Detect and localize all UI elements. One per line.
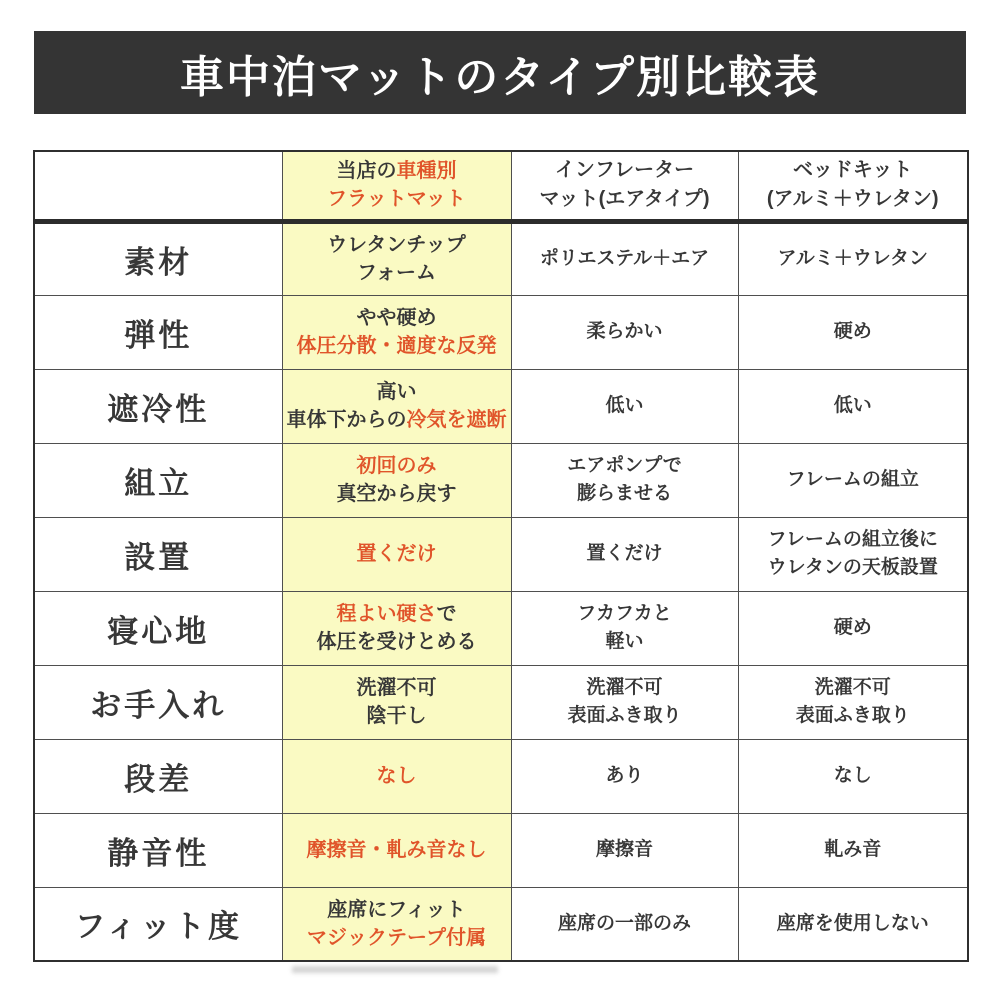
cell-line — [516, 628, 734, 656]
cell-text-accent: なし — [376, 765, 417, 787]
cell-line — [287, 674, 507, 702]
cell-text: 体圧を受けとめる — [316, 631, 477, 653]
cell-text: 洗濯不可 — [586, 677, 663, 699]
inflator-cell — [511, 591, 738, 665]
cell-text: やや硬め — [356, 307, 437, 329]
cell-line — [287, 157, 507, 185]
cell-text: 柔らかい — [586, 321, 663, 343]
cell-line — [287, 406, 507, 434]
table-row — [34, 665, 968, 739]
header-row — [34, 151, 968, 221]
cell-line — [743, 526, 964, 554]
table-row — [34, 813, 968, 887]
table-row — [34, 739, 968, 813]
cell-line — [516, 185, 734, 214]
cell-text: 置くだけ — [586, 543, 663, 565]
featured-cell — [282, 665, 511, 739]
cell-line — [287, 231, 507, 259]
cell-line — [743, 762, 964, 790]
cell-line — [287, 480, 507, 508]
table-row — [34, 887, 968, 961]
row-label: 素材 — [34, 221, 282, 295]
featured-cell — [282, 887, 511, 961]
bedkit-cell — [738, 591, 968, 665]
cell-line — [287, 762, 507, 790]
comparison-table — [33, 150, 969, 962]
cell-line — [516, 600, 734, 628]
cell-line — [516, 762, 734, 790]
inflator-cell — [511, 443, 738, 517]
cell-text: 低い — [605, 395, 644, 417]
cell-text-accent: 冷気を遮断 — [406, 409, 507, 431]
cell-text: ベッドキット — [792, 159, 913, 182]
cell-line — [287, 185, 507, 213]
featured-cell — [282, 739, 511, 813]
inflator-cell — [511, 665, 738, 739]
cell-line — [743, 702, 964, 730]
row-label: 段差 — [34, 739, 282, 813]
bedkit-cell — [738, 739, 968, 813]
inflator-cell — [511, 739, 738, 813]
cell-text: 座席を使用しない — [776, 912, 929, 934]
cell-text: 座席にフィット — [327, 898, 466, 921]
featured-cell — [282, 591, 511, 665]
cell-text: 軋み音 — [824, 839, 882, 861]
table-row — [34, 591, 968, 665]
cell-text: フレームの組立後に — [767, 529, 938, 551]
cell-line — [516, 156, 734, 185]
cell-line — [287, 378, 507, 406]
cell-text: 表面ふき取り — [795, 705, 910, 726]
cell-text: 座席の一部のみ — [557, 912, 691, 934]
cell-text: フカフカと — [577, 603, 672, 625]
cell-text: マット(エアタイプ) — [539, 188, 710, 211]
page-title: 車中泊マットのタイプ別比較表 — [179, 52, 821, 102]
cell-line — [743, 554, 964, 582]
cell-text-accent: 車種別 — [396, 160, 457, 183]
cell-text: 軽い — [605, 631, 644, 652]
featured-cell — [282, 443, 511, 517]
bedkit-cell — [738, 813, 968, 887]
bedkit-cell — [738, 665, 968, 739]
row-label: 設置 — [34, 517, 282, 591]
cell-text: なし — [833, 765, 872, 787]
cell-line — [287, 332, 507, 360]
cell-line — [743, 836, 964, 864]
cell-text-accent: 程よい硬さ — [336, 603, 437, 625]
cell-line — [287, 304, 507, 332]
cell-text: 低い — [833, 395, 872, 417]
cell-line — [516, 702, 734, 730]
cell-text: 真空から戻す — [336, 483, 457, 505]
featured-cell — [282, 813, 511, 887]
cell-text: フォーム — [357, 262, 436, 284]
cell-line — [287, 628, 507, 656]
cell-line — [743, 156, 964, 185]
bedkit-cell — [738, 221, 968, 295]
cell-text-accent: マジックテープ付属 — [307, 926, 486, 949]
cell-line — [516, 392, 734, 420]
cell-text: 表面ふき取り — [567, 705, 682, 726]
cell-line — [287, 540, 507, 568]
cell-text: で — [436, 603, 457, 625]
header-bedkit-column — [738, 151, 968, 221]
cell-text: 陰干し — [366, 705, 427, 727]
cell-line — [287, 836, 507, 864]
cell-line — [287, 924, 507, 952]
cell-text: (アルミ＋ウレタン) — [766, 188, 939, 211]
cell-line — [287, 259, 507, 287]
header-inflator-column — [511, 151, 738, 221]
table-row — [34, 221, 968, 295]
cell-text-accent: 摩擦音・軋み音なし — [306, 839, 487, 861]
title-bar — [34, 31, 966, 114]
cell-line — [516, 674, 734, 702]
table-row — [34, 517, 968, 591]
header-corner-cell — [34, 151, 282, 221]
cell-line — [516, 910, 734, 938]
cell-text: あり — [605, 765, 644, 787]
cell-text: 当店の — [336, 160, 397, 183]
cell-text: 膨らませる — [576, 483, 672, 504]
inflator-cell — [511, 295, 738, 369]
bedkit-cell — [738, 295, 968, 369]
cell-text: 摩擦音 — [595, 839, 653, 861]
cell-line — [516, 452, 734, 480]
cell-text: 硬め — [833, 617, 872, 639]
cell-line — [743, 245, 964, 273]
cell-line — [743, 910, 964, 938]
featured-cell — [282, 517, 511, 591]
row-label: 遮冷性 — [34, 369, 282, 443]
featured-column-shadow — [292, 966, 498, 973]
cell-line — [743, 614, 964, 642]
cell-line — [287, 702, 507, 730]
table-row — [34, 295, 968, 369]
bedkit-cell — [738, 887, 968, 961]
cell-line — [287, 896, 507, 924]
row-label: 静音性 — [34, 813, 282, 887]
cell-text-accent: 初回のみ — [356, 455, 437, 477]
cell-line — [516, 836, 734, 864]
featured-cell — [282, 369, 511, 443]
cell-text: 洗濯不可 — [356, 677, 437, 699]
cell-line — [287, 600, 507, 628]
cell-text-accent: フラットマット — [327, 188, 466, 211]
inflator-cell — [511, 221, 738, 295]
table-row — [34, 369, 968, 443]
cell-text: フレームの組立 — [786, 469, 919, 491]
cell-line — [287, 452, 507, 480]
cell-line — [743, 392, 964, 420]
inflator-cell — [511, 517, 738, 591]
header-featured-column — [282, 151, 511, 221]
cell-text: 硬め — [833, 321, 872, 343]
cell-text: アルミ＋ウレタン — [777, 248, 928, 270]
row-label: 組立 — [34, 443, 282, 517]
cell-text: 高い — [376, 381, 417, 403]
cell-text: 洗濯不可 — [814, 677, 891, 699]
inflator-cell — [511, 369, 738, 443]
inflator-cell — [511, 887, 738, 961]
bedkit-cell — [738, 517, 968, 591]
cell-text: インフレーター — [554, 159, 695, 182]
featured-cell — [282, 221, 511, 295]
table-body — [34, 221, 968, 961]
inflator-cell — [511, 813, 738, 887]
cell-text: エアポンプで — [567, 455, 682, 477]
cell-line — [516, 480, 734, 508]
bedkit-cell — [738, 443, 968, 517]
row-label: 弾性 — [34, 295, 282, 369]
cell-text: 車体下からの — [286, 409, 407, 431]
cell-line — [743, 318, 964, 346]
cell-line — [516, 318, 734, 346]
cell-text: ウレタンの天板設置 — [767, 557, 938, 578]
table-row — [34, 443, 968, 517]
cell-line — [743, 674, 964, 702]
cell-line — [516, 540, 734, 568]
cell-text: ポリエステル＋エア — [539, 248, 710, 270]
cell-text-accent: 体圧分散・適度な反発 — [296, 335, 497, 357]
cell-line — [743, 185, 964, 214]
row-label: お手入れ — [34, 665, 282, 739]
cell-text: ウレタンチップ — [327, 234, 466, 256]
cell-text-accent: 置くだけ — [356, 543, 437, 565]
cell-line — [516, 245, 734, 273]
featured-cell — [282, 295, 511, 369]
cell-line — [743, 466, 964, 494]
row-label: フィット度 — [34, 887, 282, 961]
row-label: 寝心地 — [34, 591, 282, 665]
bedkit-cell — [738, 369, 968, 443]
